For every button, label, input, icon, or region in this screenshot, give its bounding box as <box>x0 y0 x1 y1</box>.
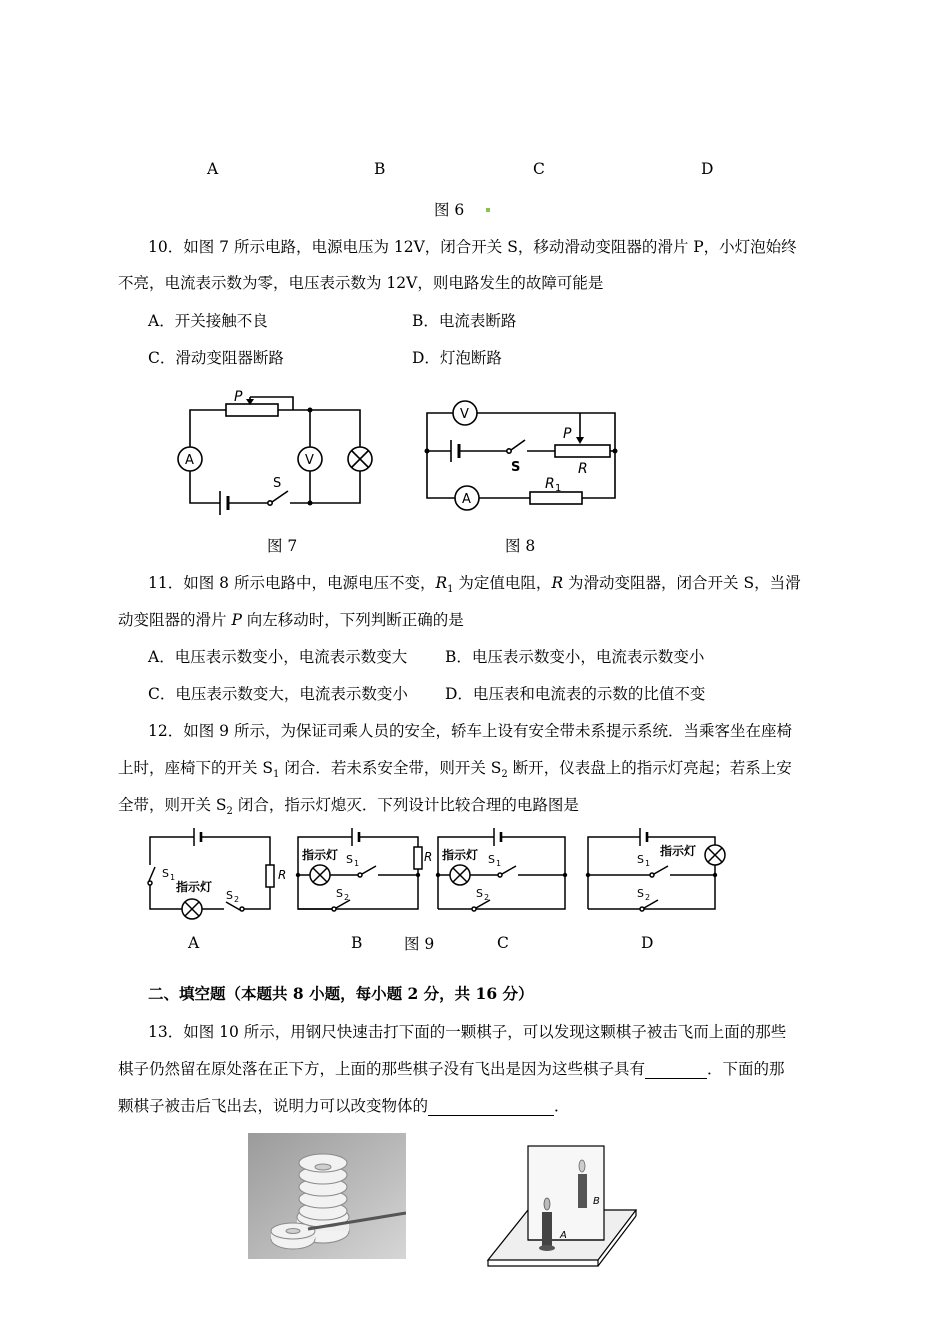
fig9-d-s2-sub: 2 <box>645 893 651 902</box>
fig9-label-c: C <box>497 934 509 952</box>
q12-line2 <box>118 756 792 780</box>
q11-option-c: C．电压表示数变大，电流表示数变小 <box>148 685 408 703</box>
fig8-label-r1-sub: 1 <box>555 483 562 494</box>
q11-line2-post: 向左移动时，下列判断正确的是 <box>241 611 464 629</box>
q12-line2-sub: 1 <box>273 769 280 781</box>
fig6-label-b: B <box>374 160 386 178</box>
fig9-b-s2: S <box>336 887 343 900</box>
fig7-label-p: P <box>234 389 243 405</box>
fig9-b-s2-sub: 2 <box>344 893 350 902</box>
fig8-caption: 图 8 <box>505 537 536 555</box>
q10-line1: 10．如图 7 所示电路，电源电压为 12V，闭合开关 S，移动滑动变阻器的滑片 P，小灯泡始终 <box>148 238 797 256</box>
fig9-circuits <box>140 825 740 925</box>
green-dot-mark <box>486 208 490 212</box>
q13-line3-post: ． <box>554 1097 570 1115</box>
q13-blank-1[interactable] <box>645 1060 707 1079</box>
fig7-switch-label: S <box>273 476 282 491</box>
fig8-switch-label: S <box>511 460 521 475</box>
q12-line2-pre: 上时，座椅下的开关 S <box>118 759 274 777</box>
q12-line2-post: 闭合．若未系安全带，则开关 S <box>279 759 502 777</box>
q11-option-d: D．电压表和电流表的示数的比值不变 <box>445 685 706 703</box>
fig6-label-d: D <box>701 160 714 178</box>
fig9-a-s1: S <box>162 867 169 880</box>
fig11-label-a: A <box>560 1230 567 1241</box>
q11-line2 <box>118 608 464 630</box>
fig9-a-s2: S <box>226 889 233 902</box>
fig7-circuit <box>170 385 380 525</box>
fig9-c-s1-sub: 1 <box>496 859 502 868</box>
q11-line1-pre: 11．如图 8 所示电路中，电源电压不变， <box>148 574 436 592</box>
fig9-c-s1: S <box>488 853 495 866</box>
q12-line1: 12．如图 9 所示，为保证司乘人员的安全，轿车上设有安全带未系提示系统．当乘客坐在座椅 <box>148 722 792 740</box>
q11-r1-sub: 1 <box>447 584 454 596</box>
q11-option-b: B．电压表示数变小，电流表示数变小 <box>445 648 705 666</box>
q11-line1-mid: 为定值电阻， <box>453 574 552 592</box>
fig7-voltmeter-label: V <box>305 453 314 468</box>
q10-option-d: D．灯泡断路 <box>412 349 502 367</box>
fig8-label-r1: R <box>545 476 555 492</box>
q11-option-a: A．电压表示数变小，电流表示数变大 <box>148 648 408 666</box>
fig11-label-b: B <box>593 1196 600 1207</box>
q13-blank-2[interactable] <box>428 1097 554 1116</box>
q13-line3 <box>118 1094 570 1116</box>
fig9-c-lamp-label: 指示灯 <box>442 848 479 862</box>
fig6-caption: 图 6 <box>434 201 465 219</box>
q13-line2-post: ．下面的那 <box>707 1060 785 1078</box>
fig7-ammeter-label: A <box>185 453 194 468</box>
q12-line3-sub: 2 <box>226 806 233 818</box>
q12-line3-post: 闭合，指示灯熄灭．下列设计比较合理的电路图是 <box>232 796 579 814</box>
q13-line2 <box>118 1057 785 1079</box>
fig9-b-lamp-label: 指示灯 <box>302 848 339 862</box>
fig9-a-r: R <box>278 868 287 882</box>
fig8-label-r: R <box>578 461 588 477</box>
fig9-label-d: D <box>641 934 654 952</box>
q10-line2: 不亮，电流表示数为零，电压表示数为 12V，则电路发生的故障可能是 <box>118 274 604 292</box>
fig9-caption: 图 9 <box>404 935 435 953</box>
fig7-caption: 图 7 <box>267 537 298 555</box>
fig10-chess-pieces-photo <box>248 1133 406 1259</box>
q11-line2-pre: 动变阻器的滑片 <box>118 611 232 629</box>
fig9-c-s2-sub: 2 <box>484 893 490 902</box>
q10-option-a: A．开关接触不良 <box>148 312 268 330</box>
q11-r1: R <box>435 574 448 592</box>
fig8-circuit <box>415 393 630 523</box>
fig9-a-s1-sub: 1 <box>170 873 176 882</box>
fig9-a-s2-sub: 2 <box>234 895 240 904</box>
q12-line2-sub2: 2 <box>501 769 508 781</box>
fig9-label-a: A <box>188 934 200 952</box>
fig8-ammeter-label: A <box>462 492 471 507</box>
fig9-b-s1-sub: 1 <box>354 859 360 868</box>
q13-line3-pre: 颗棋子被击后飞出去，说明力可以改变物体的 <box>118 1097 429 1115</box>
section2-title: 二、填空题（本题共 8 小题，每小题 2 分，共 16 分） <box>148 984 534 1003</box>
q12-line3-pre: 全带，则开关 S <box>118 796 227 814</box>
fig9-d-s1: S <box>637 853 644 866</box>
fig9-c-s2: S <box>476 887 483 900</box>
fig6-label-c: C <box>533 160 545 178</box>
fig11-candle-mirror-drawing <box>486 1138 638 1273</box>
q11-line1 <box>148 571 801 595</box>
q13-line1: 13．如图 10 所示，用钢尺快速击打下面的一颗棋子，可以发现这颗棋子被击飞而上面的那些 <box>148 1023 787 1041</box>
fig8-label-p: P <box>563 426 572 442</box>
fig9-label-b: B <box>351 934 363 952</box>
fig9-b-r: R <box>424 850 433 864</box>
q11-r: R <box>551 574 564 592</box>
fig9-d-s1-sub: 1 <box>645 859 651 868</box>
q12-line2-end: 断开，仪表盘上的指示灯亮起；若系上安 <box>507 759 792 777</box>
q13-line2-pre: 棋子仍然留在原处落在正下方，上面的那些棋子没有飞出是因为这些棋子具有 <box>118 1060 646 1078</box>
q10-option-c: C．滑动变阻器断路 <box>148 349 284 367</box>
fig9-a-lamp-label: 指示灯 <box>176 880 213 894</box>
fig9-b-s1: S <box>346 853 353 866</box>
fig6-label-a: A <box>207 160 219 178</box>
q11-p: P <box>231 611 242 629</box>
q12-line3 <box>118 793 579 817</box>
fig9-d-lamp-label: 指示灯 <box>660 844 697 858</box>
fig9-d-s2: S <box>637 887 644 900</box>
q10-option-b: B．电流表断路 <box>412 312 517 330</box>
q11-line1-post: 为滑动变阻器，闭合开关 S，当滑 <box>563 574 801 592</box>
fig8-voltmeter-label: V <box>460 407 469 422</box>
